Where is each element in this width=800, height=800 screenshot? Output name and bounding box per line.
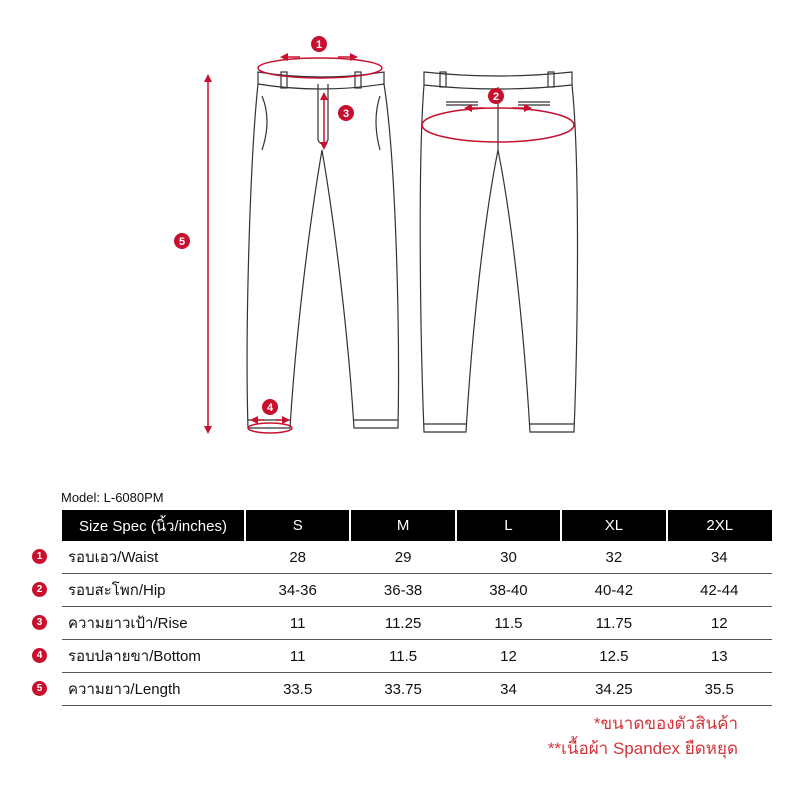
- marker-1-text: 1: [315, 39, 323, 51]
- marker-4: [262, 399, 278, 415]
- cell: 34: [456, 673, 561, 706]
- row-length-label: [36, 673, 245, 706]
- marker-5-text: 5: [178, 236, 186, 248]
- cell: 42-44: [667, 574, 772, 607]
- model-label: Model: L-6080PM: [61, 490, 164, 505]
- cell: 35.5: [667, 673, 772, 706]
- marker-3-text: 3: [342, 108, 350, 120]
- row-label-text: รอบสะโพก/Hip: [68, 582, 166, 599]
- marker-1: [311, 36, 327, 52]
- row-label-text: ความยาวเป้า/Rise: [68, 615, 188, 632]
- marker-4-text: 4: [266, 402, 274, 414]
- size-spec-table: [36, 510, 772, 706]
- row-number-badge: 5: [32, 681, 47, 696]
- marker-5: [174, 233, 190, 249]
- row-number-badge: 4: [32, 648, 47, 663]
- row-label-text: รอบเอว/Waist: [68, 549, 159, 566]
- note-fabric-stretch: **เนื้อผ้า Spandex ยืดหยุด: [547, 739, 738, 758]
- cell: 12.5: [561, 640, 666, 673]
- cell: 33.75: [350, 673, 455, 706]
- cell: 30: [456, 541, 561, 574]
- cell: 11.5: [456, 607, 561, 640]
- header-size-2xl: 2XL: [667, 510, 772, 541]
- pants-back-view: [420, 72, 577, 432]
- row-label-text: รอบปลายขา/Bottom: [68, 648, 201, 665]
- table-row: [62, 574, 772, 607]
- table-header-row: [62, 510, 772, 541]
- row-rise-label: [36, 607, 245, 640]
- cell: 34-36: [245, 574, 350, 607]
- marker-2-text: 2: [492, 91, 500, 103]
- cell: 40-42: [561, 574, 666, 607]
- table-row: [62, 673, 772, 706]
- table-row: [62, 541, 772, 574]
- header-size-spec: Size Spec (นิ้ว/inches): [62, 510, 245, 541]
- marker-3: [338, 105, 354, 121]
- note-product-size: *ขนาดของตัวสินค้า: [593, 714, 738, 733]
- row-number-badge: 1: [32, 549, 47, 564]
- cell: 36-38: [350, 574, 455, 607]
- row-hip-label: [36, 574, 245, 607]
- cell: 12: [456, 640, 561, 673]
- row-bottom-label: [36, 640, 245, 673]
- cell: 11: [245, 640, 350, 673]
- cell: 38-40: [456, 574, 561, 607]
- pants-front-view: [247, 72, 398, 428]
- header-size-xl: XL: [561, 510, 666, 541]
- row-number-badge: 2: [32, 582, 47, 597]
- table-row: [62, 607, 772, 640]
- waist-measure-ellipse: [258, 58, 382, 78]
- row-number-badge: 3: [32, 615, 47, 630]
- cell: 28: [245, 541, 350, 574]
- cell: 13: [667, 640, 772, 673]
- cell: 11: [245, 607, 350, 640]
- cell: 11.25: [350, 607, 455, 640]
- table-row: [62, 640, 772, 673]
- marker-2: [488, 88, 504, 104]
- cell: 33.5: [245, 673, 350, 706]
- cell: 12: [667, 607, 772, 640]
- measurement-guides: [208, 57, 574, 433]
- cell: 11.75: [561, 607, 666, 640]
- row-label-text: ความยาว/Length: [68, 681, 181, 698]
- cell: 29: [350, 541, 455, 574]
- header-size-s: S: [245, 510, 350, 541]
- row-waist-label: [36, 541, 245, 574]
- cell: 11.5: [350, 640, 455, 673]
- cell: 34.25: [561, 673, 666, 706]
- header-size-l: L: [456, 510, 561, 541]
- cell: 34: [667, 541, 772, 574]
- cell: 32: [561, 541, 666, 574]
- header-size-m: M: [350, 510, 455, 541]
